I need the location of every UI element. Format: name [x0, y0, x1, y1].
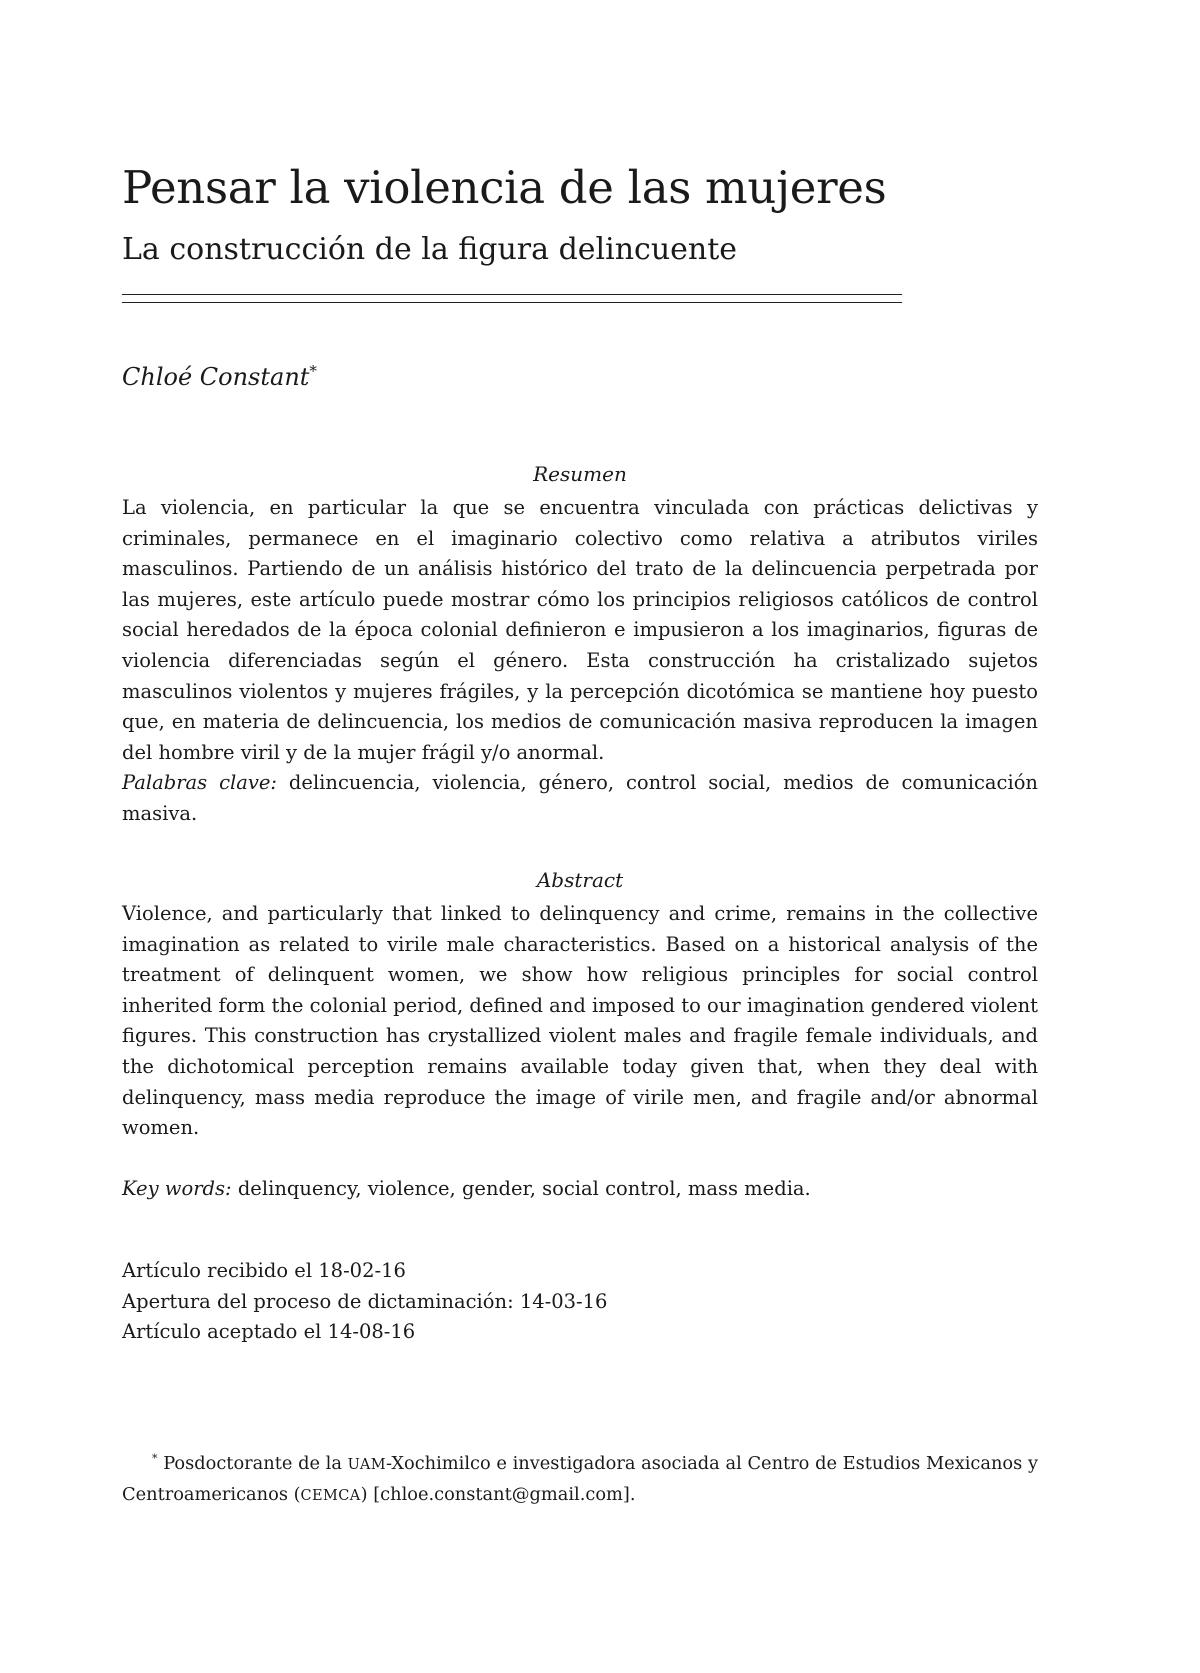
author-footnote-mark: * — [309, 362, 317, 380]
author-name: Chloé Constant — [122, 363, 310, 391]
abstract-heading: Abstract — [536, 868, 624, 892]
title-rule-top — [122, 294, 902, 295]
footnote-institution-cemca: CEMCA — [300, 1487, 361, 1504]
date-received: Artículo recibido el 18-02-16 — [122, 1259, 406, 1282]
abstract-keywords-label: Key words: — [122, 1177, 232, 1200]
resumen-heading: Resumen — [533, 462, 627, 486]
resumen-body: La violencia, en particular la que se encuentra vinculada con prácticas delictivas y criminales, permanece en el imaginario colectivo como relativa a atributos viriles masculinos. Partiendo de un análisis histórico del trato de la delincuencia perpetrada por las mujeres, este artículo puede mostrar cómo los principios religiosos católicos de control social heredados de la época colonial definieron e impusieron a los imaginarios, figuras de violencia diferenciadas según el género. Esta construcción ha cristalizado sujetos masculinos violentos y mujeres frágiles, y la percepción dicotómica se mantiene hoy puesto que, en materia de delincuencia, los medios de comunicación masiva reproducen la imagen del hombre viril y de la mujer frágil y/o anormal. — [122, 496, 1038, 764]
resumen-keywords-label: Palabras clave: — [122, 771, 277, 794]
abstract-keywords — [122, 1174, 1038, 1205]
article-subtitle: La construcción de la figura delincuente — [122, 232, 738, 267]
footnote-text-1: Posdoctorante de la — [157, 1452, 348, 1474]
footnote-text-3: ) [chloe.constant@gmail.com]. — [360, 1483, 636, 1505]
article-dates — [122, 1256, 1038, 1348]
resumen-keywords-list: delincuencia, violencia, género, control social, medios de comunicación masiva. — [122, 771, 1038, 825]
author-footnote — [122, 1444, 1038, 1511]
date-review-opened: Apertura del proceso de dictaminación: 14-03-16 — [122, 1289, 608, 1313]
resumen-keywords — [122, 768, 1038, 829]
footnote-institution-uam: UAM — [347, 1456, 386, 1473]
article-title: Pensar la violencia de las mujeres — [122, 161, 887, 214]
abstract-body: Violence, and particularly that linked to delinquency and crime, remains in the collective imagination as related to virile male characteristics. Based on a historical analysis of the treatment of delinquent women, we show how religious principles for social control inherited form the colonial period, defined and imposed to our imagination gendered violent figures. This construction has crystallized violent males and fragile female individuals, and the dichotomical perception remains available today given that, when they deal with delinquency, mass media reproduce the image of virile men, and fragile and/or abnormal women. — [122, 902, 1038, 1140]
date-accepted: Artículo aceptado el 14-08-16 — [122, 1320, 416, 1343]
footnote-mark: * — [152, 1452, 158, 1465]
abstract-keywords-list: delinquency, violence, gender, social control, mass media. — [231, 1177, 811, 1200]
footnote-text-2: -Xochimilco e investigadora asociada al Centro de Estudios Mexicanos y Centroamericanos ( — [122, 1452, 1038, 1505]
author-line — [122, 355, 317, 393]
title-rule-bottom — [122, 302, 902, 303]
